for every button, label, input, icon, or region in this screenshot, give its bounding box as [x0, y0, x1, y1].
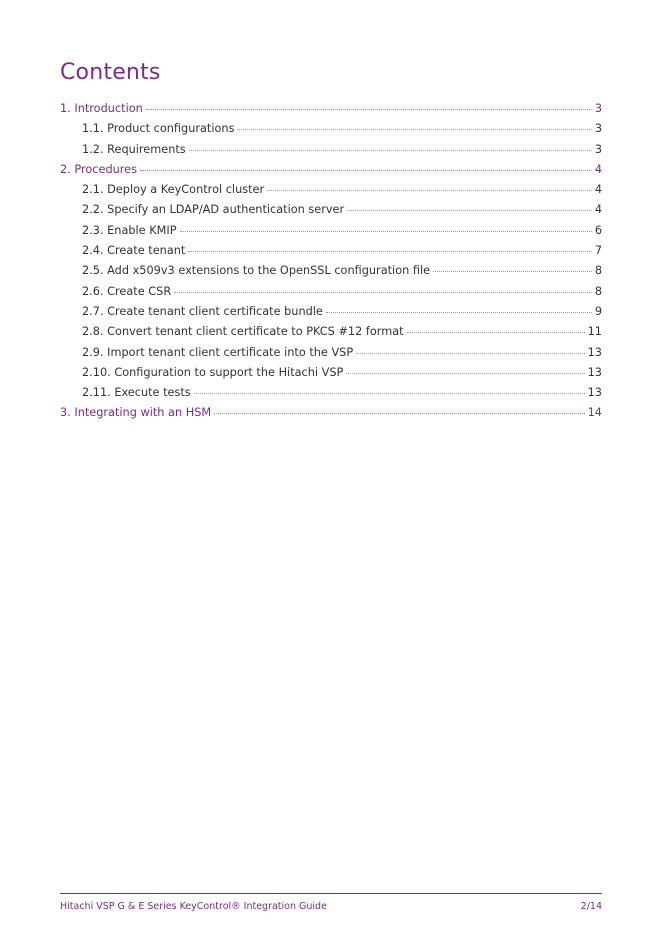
toc-section-link[interactable]	[60, 160, 602, 180]
toc-entry-label: 2.11. Execute tests	[82, 386, 191, 400]
toc-entry-label: 1.1. Product configurations	[82, 122, 235, 136]
toc-subsection-link[interactable]	[60, 119, 602, 139]
toc-subsection-link[interactable]	[60, 180, 602, 200]
toc-entry-page-number: 8	[594, 284, 602, 298]
toc-entry-label: 3. Integrating with an HSM	[60, 406, 212, 420]
footer-divider	[60, 893, 602, 894]
toc-dot-leader	[356, 343, 584, 354]
toc-entry-label: 2.5. Add x509v3 extensions to the OpenSSL configuration file	[82, 264, 431, 278]
toc-entry-label: 2.9. Import tenant client certificate into the VSP	[82, 345, 354, 359]
toc-dot-leader	[140, 160, 592, 171]
toc-entry-page-number: 3	[594, 142, 602, 156]
toc-entry-label: 2.2. Specify an LDAP/AD authentication server	[82, 203, 345, 217]
toc-entry-page-number: 13	[587, 345, 602, 359]
toc-entry-page-number: 4	[594, 183, 602, 197]
toc-section-link[interactable]	[60, 99, 602, 119]
toc-entry-page-number: 11	[587, 325, 602, 339]
toc-entry-page-number: 3	[594, 122, 602, 136]
toc-dot-leader	[146, 99, 592, 110]
table-of-contents	[60, 99, 602, 424]
page-title: Contents	[60, 60, 161, 85]
toc-entry-page-number: 4	[594, 203, 602, 217]
toc-subsection-link[interactable]	[60, 241, 602, 261]
toc-entry-page-number: 3	[594, 102, 602, 115]
toc-entry-page-number: 6	[594, 223, 602, 237]
toc-dot-leader	[407, 322, 585, 333]
toc-entry-label: 2.8. Convert tenant client certificate to PKCS #12 format	[82, 325, 404, 339]
toc-subsection-link[interactable]	[60, 221, 602, 241]
toc-dot-leader	[347, 200, 592, 211]
toc-dot-leader	[237, 119, 591, 130]
toc-subsection-link[interactable]	[60, 383, 602, 403]
toc-dot-leader	[180, 221, 592, 232]
toc-entry-label: 2.7. Create tenant client certificate bundle	[82, 304, 323, 318]
toc-entry-page-number: 4	[594, 162, 602, 176]
toc-entry-label: 2.1. Deploy a KeyControl cluster	[82, 183, 265, 197]
toc-subsection-link[interactable]	[60, 343, 602, 363]
toc-subsection-link[interactable]	[60, 200, 602, 220]
toc-entry-page-number: 7	[594, 244, 602, 258]
toc-subsection-link[interactable]	[60, 140, 602, 160]
toc-entry-page-number: 8	[594, 264, 602, 278]
toc-dot-leader	[326, 302, 592, 313]
toc-subsection-link[interactable]	[60, 282, 602, 302]
toc-subsection-link[interactable]	[60, 322, 602, 342]
toc-dot-leader	[214, 403, 585, 414]
toc-dot-leader	[267, 180, 592, 191]
footer-document-title: Hitachi VSP G & E Series KeyControl® Integration Guide	[60, 901, 327, 912]
toc-entry-page-number: 13	[587, 365, 602, 379]
toc-dot-leader	[346, 363, 584, 374]
toc-entry-label: 2. Procedures	[60, 162, 138, 176]
toc-dot-leader	[189, 140, 592, 151]
toc-entry-page-number: 14	[587, 406, 602, 420]
toc-entry-label: 2.6. Create CSR	[82, 284, 172, 298]
toc-entry-label: 1. Introduction	[60, 102, 143, 115]
toc-subsection-link[interactable]	[60, 363, 602, 383]
toc-entry-label: 2.10. Configuration to support the Hitachi VSP	[82, 365, 344, 379]
toc-dot-leader	[174, 282, 592, 293]
toc-entry-label: 2.4. Create tenant	[82, 244, 186, 258]
toc-dot-leader	[194, 383, 585, 394]
toc-section-link[interactable]	[60, 403, 602, 423]
toc-dot-leader	[188, 241, 591, 252]
toc-entry-label: 2.3. Enable KMIP	[82, 223, 177, 237]
toc-entry-label: 1.2. Requirements	[82, 142, 186, 156]
toc-entry-page-number: 13	[587, 386, 602, 400]
toc-subsection-link[interactable]	[60, 261, 602, 281]
toc-entry-page-number: 9	[594, 304, 602, 318]
footer-page-number: 2/14	[580, 901, 602, 912]
toc-subsection-link[interactable]	[60, 302, 602, 322]
toc-dot-leader	[433, 261, 592, 272]
